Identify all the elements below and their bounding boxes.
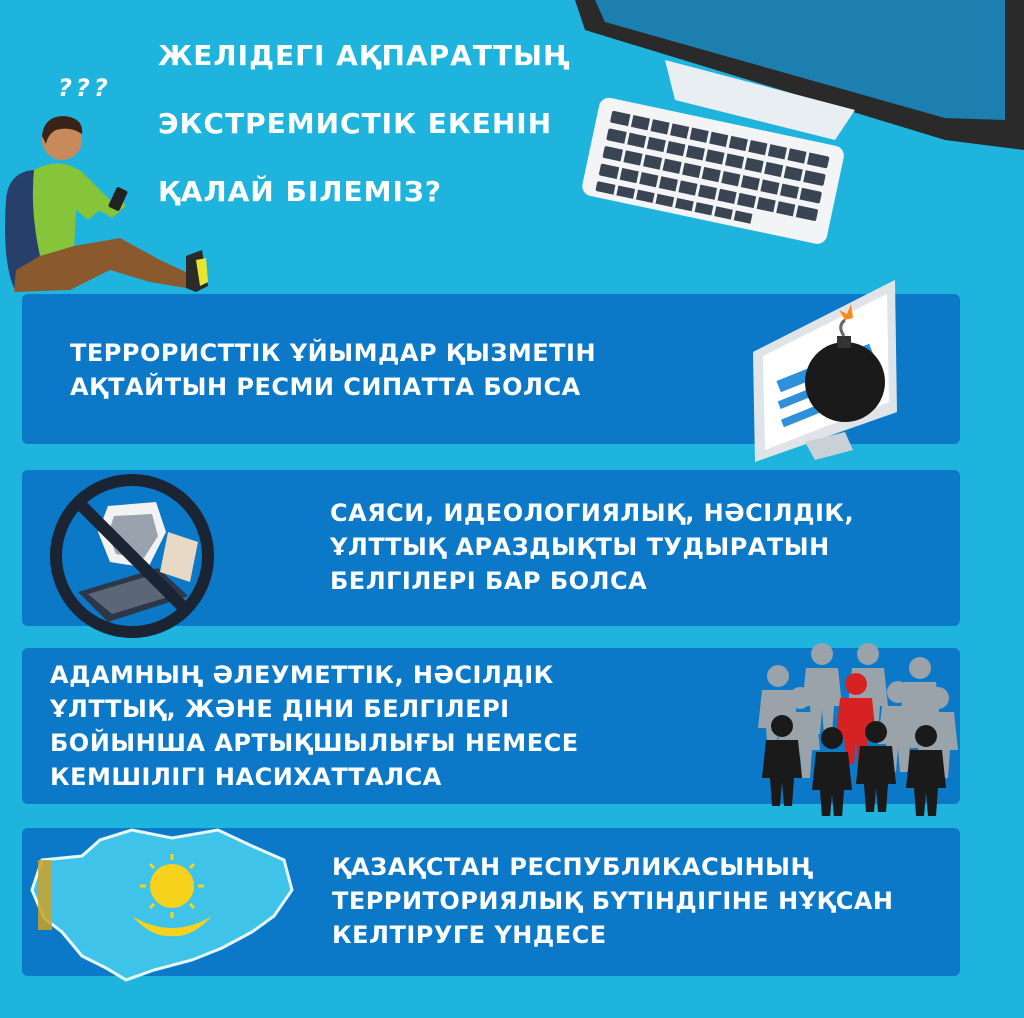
title-line-3: ҚАЛАЙ БІЛЕМІЗ? [158, 175, 443, 208]
card-line: АДАМНЫҢ ӘЛЕУМЕТТІК, НӘСІЛДІК [50, 661, 554, 689]
card-line: ҚАЗАҚСТАН РЕСПУБЛИКАСЫНЫҢ [332, 853, 814, 881]
card-text [50, 658, 579, 794]
kazakhstan-map-icon [22, 820, 302, 990]
card-line: ТЕРРОРИСТТІК ҰЙЫМДАР ҚЫЗМЕТІН [70, 339, 597, 367]
bomb-monitor-icon [745, 272, 905, 467]
question-marks: ??? [58, 74, 112, 102]
card-text [332, 850, 893, 952]
card-line: ҰЛТТЫҚ, ЖӘНЕ ДІНИ БЕЛГІЛЕРІ [50, 695, 510, 723]
card-line: ТЕРРИТОРИЯЛЫҚ БҮТІНДІГІНЕ НҰҚСАН [332, 887, 894, 915]
title-line-1: ЖЕЛІДЕГІ АҚПАРАТТЫҢ [158, 39, 571, 72]
crowd-people-icon [748, 636, 960, 816]
page-title [158, 22, 571, 226]
card-line: ҰЛТТЫҚ АРАЗДЫҚТЫ ТУДЫРАТЫН [330, 533, 830, 561]
card-line: КЕЛТІРУГЕ ҮНДЕСЕ [332, 921, 607, 949]
card-text [330, 496, 854, 598]
card-line: АҚТАЙТЫН РЕСМИ СИПАТТА БОЛСА [70, 373, 581, 401]
computer-monitor-keyboard-icon [565, 0, 1024, 270]
card-line: КЕМШІЛІГІ НАСИХАТТАЛСА [50, 763, 442, 791]
no-cyber-aggression-icon [48, 472, 216, 640]
card-line: БОЙЫНША АРТЫҚШЫЛЫҒЫ НЕМЕСЕ [50, 729, 579, 757]
card-line: САЯСИ, ИДЕОЛОГИЯЛЫҚ, НӘСІЛДІК, [330, 499, 855, 527]
card-line: БЕЛГІЛЕРІ БАР БОЛСА [330, 567, 648, 595]
card-text [70, 336, 596, 404]
title-line-2: ЭКСТРЕМИСТІК ЕКЕНІН [158, 107, 553, 140]
